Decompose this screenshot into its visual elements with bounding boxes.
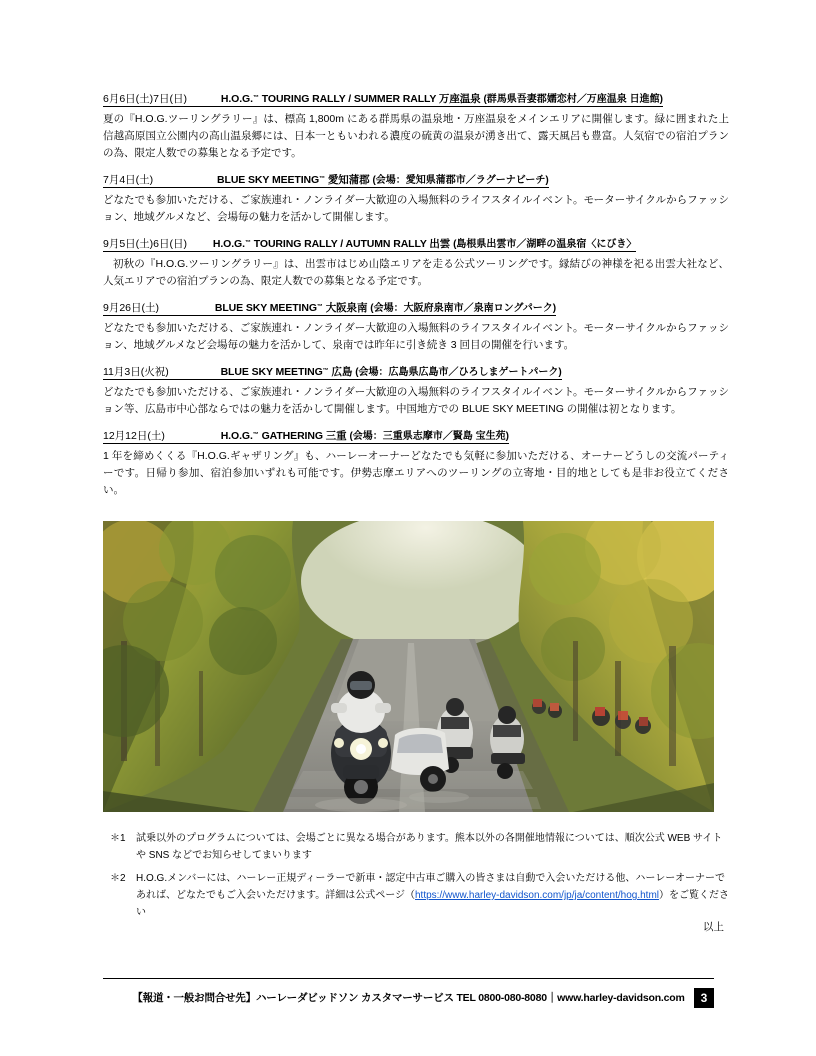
- event-heading: [103, 429, 729, 444]
- footer-contact-text: 【報道・一般お問合せ先】ハーレーダビッドソン カスタマーサービス TEL 0800-080-8080｜www.harley-davidson.com: [132, 992, 685, 1004]
- event-date: 11月3日(火祝): [103, 366, 169, 378]
- event-venue: (島根県出雲市／湖畔の温泉宿〈にびき〉: [453, 239, 637, 250]
- event-title: BLUE SKY MEETING: [214, 302, 317, 314]
- event-entry: [103, 429, 729, 499]
- event-entry: [103, 237, 729, 290]
- event-title-rest: 広島: [328, 366, 353, 378]
- footnote-text-after: ）をご覧ください: [136, 890, 730, 918]
- event-entry: [103, 301, 729, 354]
- event-body: どなたでも参加いただける、ご家族連れ・ノンライダー大歓迎の入場無料のライフスタイルイベント。モーターサイクルからファッション、地域グルメなど、会場毎の魅力を活かして開催します。: [103, 194, 729, 223]
- trademark-symbol: ™: [316, 304, 323, 310]
- event-body: どなたでも参加いただける、ご家族連れ・ノンライダー大歓迎の入場無料のライフスタイルイベント。モーターサイクルからファッション等、広島市中心部ならではの魅力を活かして開催します。中国地方での BLUE SKY MEETING の開催は初となります。: [103, 386, 729, 415]
- footnote-text-before: H.O.G.メンバーには、ハーレー正規ディーラーで新車・認定中古車ご購入の皆さまは自動で入会いただける他、ハーレーオーナーであれば、どなたでもご入会いただけます。詳細は公式ページ（: [136, 873, 726, 901]
- footer-divider: [103, 978, 714, 979]
- event-entry: [103, 173, 729, 226]
- event-venue: (会場：広島県広島市／ひろしまゲートパーク): [355, 367, 562, 378]
- event-body: 夏の『H.O.G.ツーリングラリー』は、標高 1,800m にある群馬県の温泉地・万座温泉をメインエリアに開催します。緑に囲まれた上信越高原国立公園内の高山温泉郷には、日本一ともいわれる濃度の硫黄の温泉が湧き出て、露天風呂も豊富。人気宿での宿泊プランの為、限定人数での募集となる予定です。: [103, 113, 729, 159]
- event-date: 6月6日(土)7日(日): [103, 93, 188, 105]
- event-date: 9月5日(土)6日(日): [103, 238, 188, 250]
- event-title-rest: TOURING RALLY / SUMMER RALLY 万座温泉: [258, 93, 481, 105]
- event-body: 1 年を締めくくる『H.O.G.ギャザリング』も、ハーレーオーナーどなたでも気軽に参加いただける、オーナーどうしの交流パーティーです。日帰り参加、宿泊参加いずれも可能です。伊勢志摩エリアへのツーリングの立寄地・目的地としても是非お役立てください。: [103, 450, 729, 496]
- event-title-rest: GATHERING 三重: [258, 430, 347, 442]
- footnote-text: 試乗以外のプログラムについては、会場ごとに異なる場合があります。熊本以外の各開催地情報については、順次公式 WEB サイトや SNS などでお知らせしてまいります: [136, 833, 723, 861]
- footnotes: [110, 830, 732, 927]
- event-heading: [103, 301, 729, 316]
- event-heading: [103, 365, 729, 380]
- trademark-symbol: ™: [252, 95, 259, 101]
- closing-text: 以上: [703, 921, 724, 933]
- trademark-symbol: ™: [252, 432, 259, 438]
- event-title-rest: 大阪泉南: [322, 302, 368, 314]
- event-body: どなたでも参加いただける、ご家族連れ・ノンライダー大歓迎の入場無料のライフスタイルイベント。モーターサイクルからファッション、地域グルメなど会場毎の魅力を活かして、泉南では昨年に引き続き 3 回目の開催を行います。: [103, 322, 729, 351]
- event-title: BLUE SKY MEETING: [220, 366, 323, 378]
- event-venue: (会場：三重県志摩市／賢島 宝生苑): [349, 431, 509, 442]
- event-date: 9月26日(土): [103, 302, 160, 314]
- touring-group-photo: [103, 521, 714, 812]
- event-title-rest: TOURING RALLY / AUTUMN RALLY 出雲: [250, 238, 451, 250]
- event-heading: [103, 173, 729, 188]
- event-body: 初秋の『H.O.G.ツーリングラリー』は、出雲市はじめ山陰エリアを走る公式ツーリングです。縁結びの神様を祀る出雲大社など、人気エリアでの宿泊プランの為、限定人数での募集となる予定です。: [103, 258, 729, 287]
- event-entry: [103, 92, 729, 162]
- trademark-symbol: ™: [319, 176, 326, 182]
- event-date: 7月4日(土): [103, 174, 154, 186]
- footnote-marker: ＊1: [110, 833, 126, 844]
- event-venue: (会場：愛知県蒲郡市／ラグーナビーチ): [372, 175, 549, 186]
- trademark-symbol: ™: [322, 368, 329, 374]
- event-title: H.O.G.: [220, 430, 253, 442]
- page-footer: [103, 988, 714, 1010]
- event-entry: [103, 365, 729, 418]
- footnote-item: [110, 830, 732, 864]
- trademark-symbol: ™: [244, 240, 251, 246]
- footnote-text: [136, 870, 732, 921]
- event-heading: [103, 237, 729, 252]
- event-title: H.O.G.: [212, 238, 245, 250]
- event-title: H.O.G.: [220, 93, 253, 105]
- event-venue: (会場：大阪府泉南市／泉南ロングパーク): [370, 303, 557, 314]
- event-title-rest: 愛知蒲郡: [325, 174, 370, 186]
- hog-official-page-link[interactable]: https://www.harley-davidson.com/jp/ja/content/hog.html: [415, 890, 660, 901]
- event-heading: [103, 92, 729, 107]
- footnote-marker: ＊2: [110, 873, 126, 884]
- events-list: [103, 92, 729, 510]
- page-number-badge: 3: [694, 988, 714, 1008]
- event-date: 12月12日(土): [103, 430, 165, 442]
- footnote-item: [110, 870, 732, 921]
- event-title: BLUE SKY MEETING: [217, 174, 320, 186]
- event-venue: (群馬県吾妻郡嬬恋村／万座温泉 日進館): [483, 94, 663, 105]
